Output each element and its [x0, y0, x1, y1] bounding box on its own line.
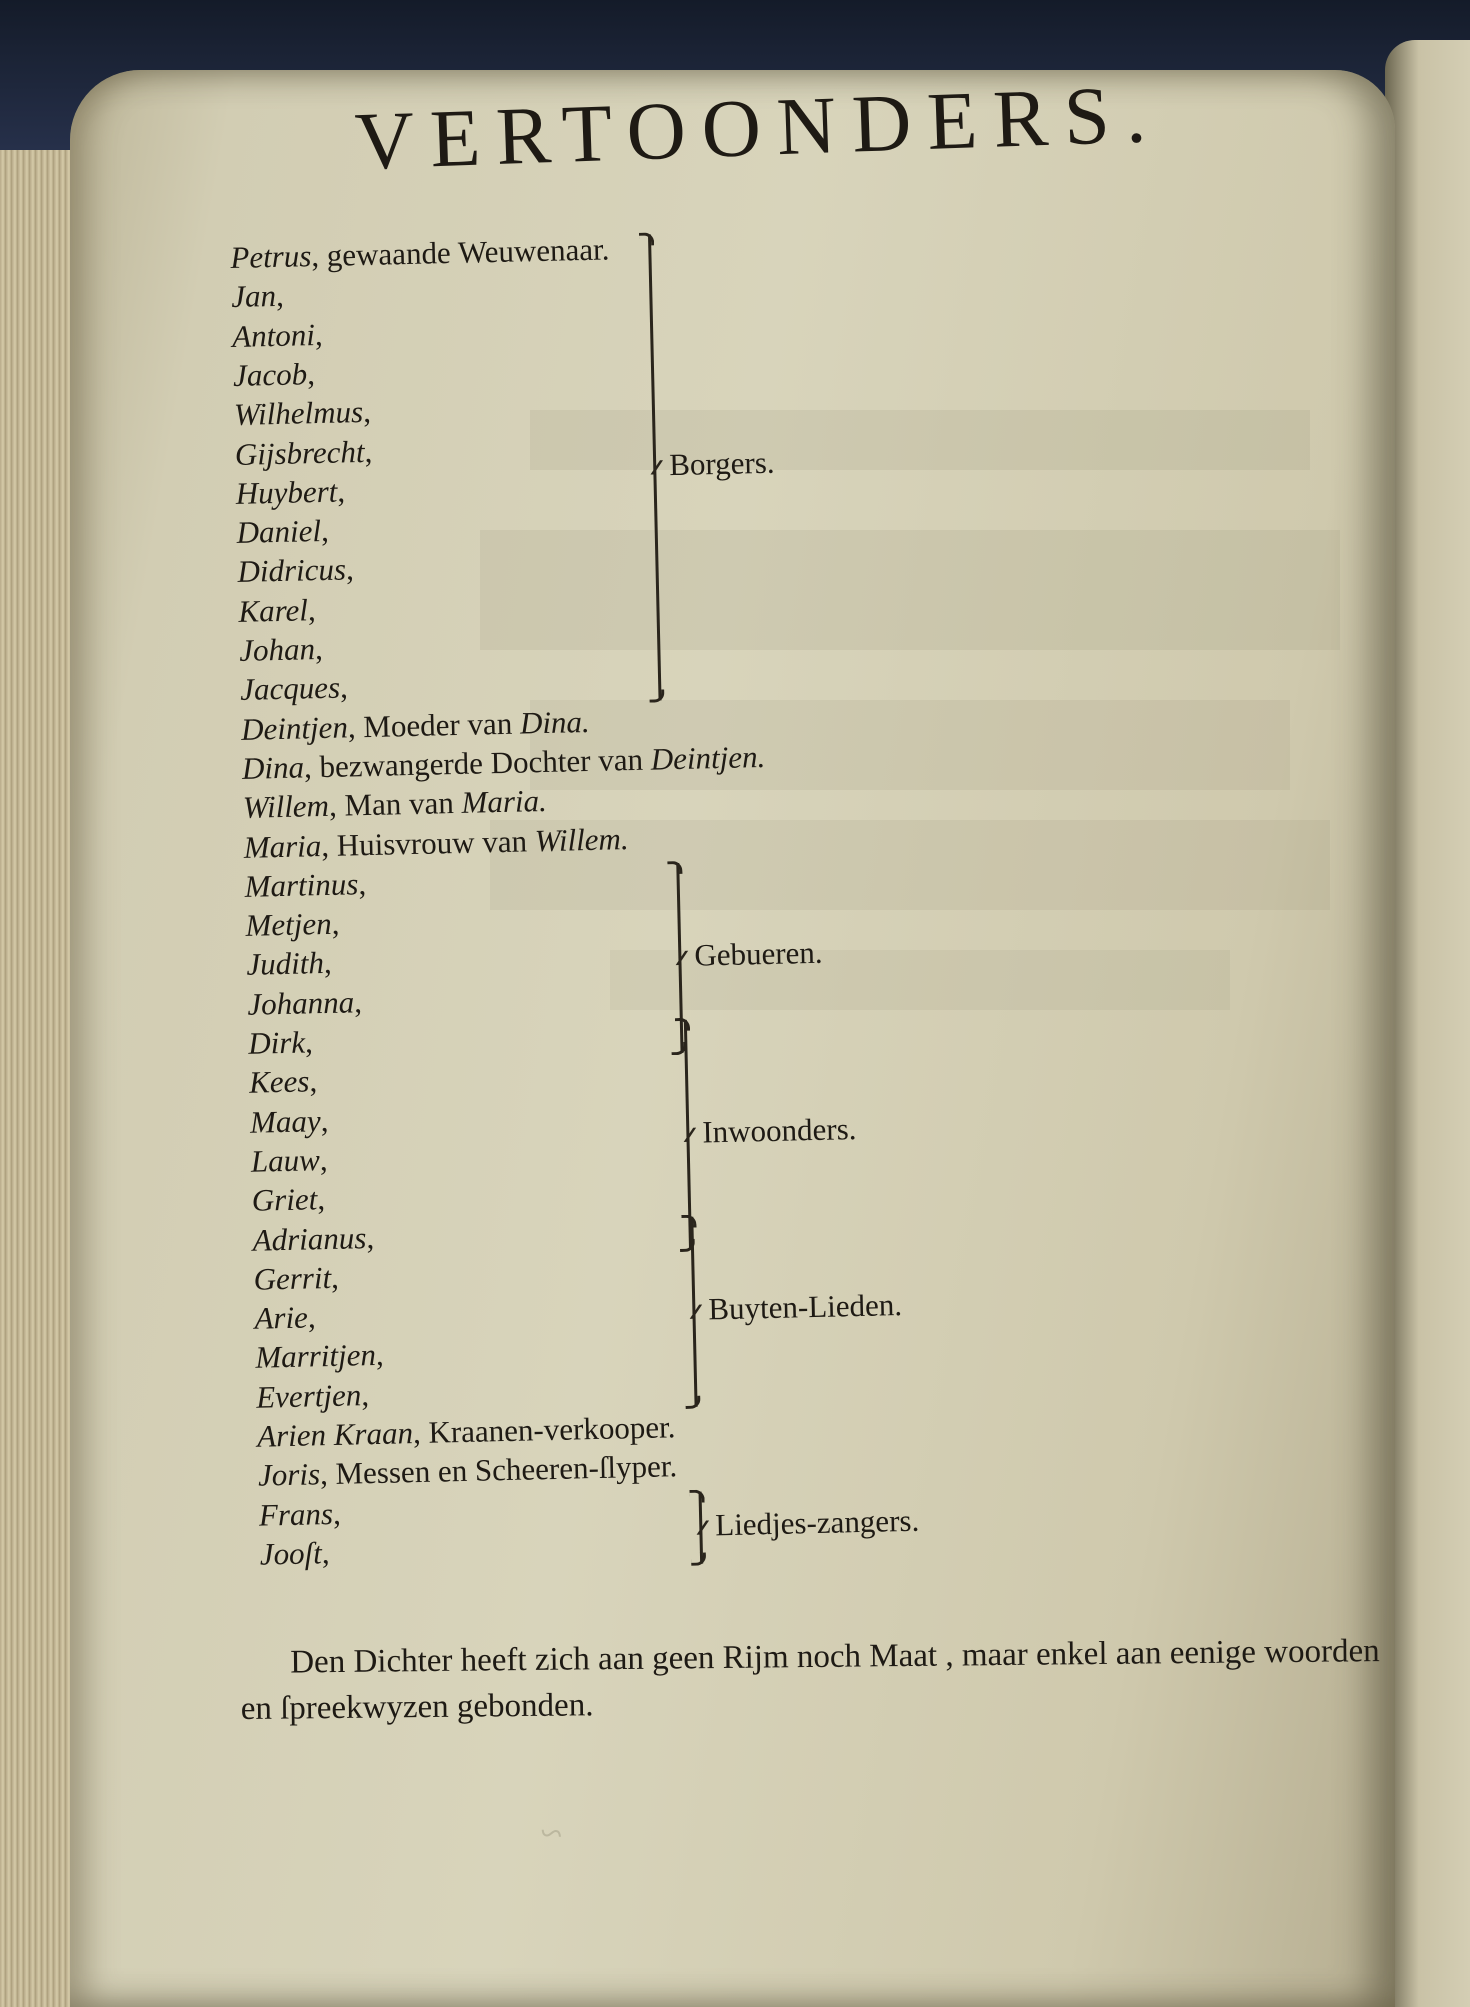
character-role: ,: [307, 591, 317, 628]
cast-row: [256, 1377, 370, 1420]
cast-row: [253, 1260, 339, 1302]
character-reference: Deintjen.: [650, 738, 766, 777]
character-reference: Willem.: [534, 820, 629, 858]
character-role: ,: [275, 278, 285, 314]
cast-row: [244, 866, 366, 909]
character-role: ,: [314, 631, 324, 667]
character-role: ,: [314, 316, 323, 352]
show-through-imprint: ~: [539, 1810, 563, 1857]
character-name: Adrianus: [252, 1219, 367, 1258]
character-role: ,: [321, 1534, 330, 1571]
cast-row: [234, 394, 372, 437]
character-role: ,: [306, 356, 316, 392]
cast-row: [243, 821, 629, 870]
cast-row: [234, 433, 372, 476]
character-name: Marritjen: [254, 1337, 377, 1376]
character-role: , bezwangerde Dochter van: [303, 741, 652, 785]
character-role: ,: [339, 669, 349, 705]
character-name: Jooſt: [259, 1535, 323, 1572]
facing-page: [1385, 40, 1470, 2007]
character-name: Metjen: [245, 905, 333, 943]
cast-row: [252, 1219, 374, 1262]
character-name: Antoni: [231, 316, 316, 354]
cast-row: [237, 552, 354, 595]
cast-list: [230, 217, 1262, 1639]
character-name: Wilhelmus: [233, 394, 364, 433]
character-name: Kees: [248, 1063, 310, 1101]
character-role: ,: [332, 1495, 342, 1531]
character-name: Johan: [238, 631, 316, 668]
cast-row: [240, 670, 348, 712]
cast-row: [258, 1448, 678, 1498]
cast-row: [246, 945, 332, 987]
character-name: Willem: [242, 788, 330, 826]
character-name: Gerrit: [253, 1259, 332, 1297]
character-role: , gewaande Weuwenaar.: [310, 231, 610, 274]
character-name: Evertjen: [255, 1377, 362, 1415]
character-reference: Dina.: [519, 703, 591, 741]
character-name: Daniel: [236, 513, 322, 551]
character-name: Jan: [230, 278, 277, 315]
character-name: Joris: [257, 1456, 321, 1493]
character-role: , Moeder van: [347, 705, 521, 745]
character-name: Johanna: [246, 984, 355, 1022]
cast-row: [236, 513, 329, 555]
author-note: Den Dichter heeft zich aan geen Rijm noch Maat , maar enkel aan eenige woorden en ſpreekwyzen gebonden.: [240, 1633, 1380, 1727]
character-role: ,: [330, 1259, 340, 1295]
character-role: ,: [320, 512, 330, 549]
character-name: Didricus: [237, 551, 347, 590]
character-name: Judith: [246, 945, 325, 983]
character-name: Arien Kraan: [256, 1415, 414, 1454]
character-role: , Man van: [328, 785, 462, 824]
cast-row: [251, 1142, 329, 1184]
character-name: Gijsbrecht: [234, 433, 365, 472]
cast-row: [247, 984, 362, 1027]
character-role: ,: [357, 865, 367, 902]
character-name: Karel: [238, 592, 309, 629]
character-role: ,: [365, 1219, 375, 1255]
group-label: Gebueren.: [693, 934, 823, 973]
cast-row: [245, 906, 340, 948]
character-name: Martinus: [244, 866, 359, 904]
character-role: ,: [345, 551, 355, 587]
character-name: Arie: [254, 1299, 309, 1336]
character-role: ,: [353, 983, 363, 1020]
character-name: Maay: [249, 1102, 321, 1140]
character-role: ,: [316, 1181, 326, 1217]
character-name: Dirk: [247, 1024, 306, 1061]
page-title: VERTOONDERS.: [353, 67, 1164, 187]
character-role: ,: [364, 433, 373, 469]
cast-row: [238, 592, 316, 634]
character-role: ,: [307, 1299, 316, 1335]
character-name: Jacques: [239, 669, 341, 708]
group-label: Buyten-Lieden.: [707, 1286, 903, 1327]
group-label: Inwoonders.: [701, 1110, 857, 1150]
cast-row: [231, 278, 284, 319]
character-name: Petrus: [230, 238, 312, 275]
character-role: ,: [319, 1141, 328, 1178]
character-role: ,: [304, 1024, 314, 1060]
cast-row: [235, 473, 345, 515]
group-label: Borgers.: [668, 444, 775, 482]
cast-row: [255, 1337, 384, 1380]
character-role: ,: [375, 1337, 385, 1373]
character-role: , Huisvrouw van: [320, 822, 536, 863]
character-role: , Kraanen-verkooper.: [412, 1409, 676, 1451]
cast-row: [254, 1299, 316, 1340]
character-name: Frans: [258, 1495, 334, 1533]
group-label: Liedjes-zangers.: [714, 1502, 920, 1543]
cast-row: [232, 317, 323, 359]
character-role: ,: [308, 1063, 318, 1099]
cast-row: [248, 1024, 313, 1065]
cast-row: [230, 231, 610, 280]
character-name: Huybert: [235, 473, 338, 511]
character-role: ,: [360, 1376, 370, 1413]
character-role: ,: [320, 1102, 329, 1138]
cast-row: [251, 1181, 325, 1223]
character-reference: Maria.: [461, 783, 548, 821]
cast-row: [249, 1064, 318, 1106]
character-role: ,: [336, 473, 346, 509]
character-name: Jacob: [232, 356, 308, 393]
character-name: Deintjen: [240, 709, 349, 747]
character-role: ,: [331, 905, 340, 941]
character-name: Dina: [241, 749, 305, 786]
cast-row: [233, 356, 316, 398]
character-role: ,: [323, 945, 333, 981]
character-name: Lauw: [250, 1142, 321, 1179]
character-role: ,: [362, 394, 372, 430]
cast-row: [250, 1103, 329, 1145]
character-name: Griet: [251, 1181, 318, 1218]
cast-row: [259, 1495, 342, 1537]
cast-row: [239, 631, 323, 673]
cast-row: [259, 1535, 330, 1577]
character-role: , Messen en Scheeren-ſlyper.: [319, 1448, 678, 1492]
character-name: Maria: [243, 827, 322, 865]
